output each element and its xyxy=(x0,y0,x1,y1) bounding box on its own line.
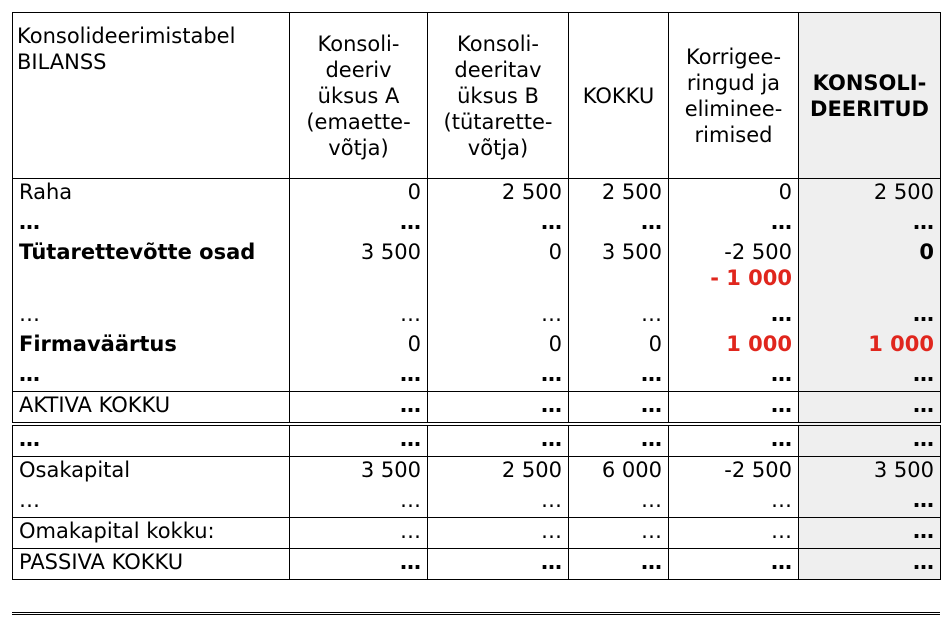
bottom-double-rule xyxy=(12,612,940,615)
header-line: DEERITUD xyxy=(810,96,929,121)
cell-kons: … xyxy=(799,209,941,239)
header-line: BILANSS xyxy=(17,50,107,74)
header-line: Korrigee- xyxy=(685,44,782,69)
row-label: Tütarettevõtte osad xyxy=(13,239,290,301)
cell-kons: 0 xyxy=(799,239,941,301)
header-line: deeritav xyxy=(454,57,542,82)
header-line: deeriv xyxy=(325,57,392,82)
cell-a: 3 500 xyxy=(290,239,428,301)
cell-b: 2 500 xyxy=(428,179,569,210)
header-row xyxy=(13,13,941,179)
cell-b: … xyxy=(428,361,569,392)
row-label: Omakapital kokku: xyxy=(13,518,290,549)
cell-a: … xyxy=(290,361,428,392)
header-unit-a xyxy=(290,13,428,179)
cell-kons: … xyxy=(799,361,941,392)
table-row xyxy=(13,179,941,210)
cell-a: 0 xyxy=(290,179,428,210)
cell-korr: … xyxy=(669,518,799,549)
header-line: KOKKU xyxy=(582,83,655,108)
cell-korr: -2 500 xyxy=(669,457,799,488)
table-row xyxy=(13,361,941,392)
cell-korr: … xyxy=(669,392,799,425)
header-line: KONSOLI- xyxy=(812,70,927,95)
cell-korr: … xyxy=(669,361,799,392)
cell-kokku: … xyxy=(569,301,669,331)
cell-kokku: 3 500 xyxy=(569,239,669,301)
cell-korr-line2: - 1 000 xyxy=(710,266,792,290)
cell-kons: 2 500 xyxy=(799,179,941,210)
table-row xyxy=(13,457,941,488)
header-line: (tütarette- xyxy=(443,109,553,134)
header-consolidated xyxy=(799,13,941,179)
cell-korr: … xyxy=(669,549,799,580)
cell-korr: … xyxy=(669,209,799,239)
header-line: elimineе- xyxy=(684,96,783,121)
cell-a: … xyxy=(290,487,428,518)
cell-korr xyxy=(669,239,799,301)
header-line: võtja) xyxy=(467,135,529,160)
cell-kokku: … xyxy=(569,392,669,425)
header-line: üksus A xyxy=(317,83,400,108)
cell-kons: … xyxy=(799,549,941,580)
cell-a: 3 500 xyxy=(290,457,428,488)
cell-kokku: … xyxy=(569,424,669,457)
row-label: … xyxy=(13,301,290,331)
cell-korr: … xyxy=(669,301,799,331)
row-label: … xyxy=(13,424,290,457)
cell-a: … xyxy=(290,424,428,457)
header-line: (emaette- xyxy=(306,109,411,134)
cell-a: … xyxy=(290,549,428,580)
cell-kons: … xyxy=(799,424,941,457)
table-row xyxy=(13,487,941,518)
row-label: … xyxy=(13,209,290,239)
cell-a: … xyxy=(290,518,428,549)
table-row xyxy=(13,209,941,239)
cell-kokku: 2 500 xyxy=(569,179,669,210)
header-line: ringud ja xyxy=(686,70,781,95)
cell-a: 0 xyxy=(290,331,428,361)
cell-b: 0 xyxy=(428,331,569,361)
table-row xyxy=(13,424,941,457)
header-line: üksus B xyxy=(457,83,539,108)
cell-b: … xyxy=(428,209,569,239)
cell-b: 0 xyxy=(428,239,569,301)
header-line: Konsoli- xyxy=(457,31,539,56)
cell-a: … xyxy=(290,209,428,239)
cell-kokku: 0 xyxy=(569,331,669,361)
cell-kons: 1 000 xyxy=(799,331,941,361)
cell-kokku: … xyxy=(569,549,669,580)
cell-korr-line1: -2 500 xyxy=(724,240,792,264)
cell-kokku: … xyxy=(569,518,669,549)
row-label: PASSIVA KOKKU xyxy=(13,549,290,580)
header-line: Konsoli- xyxy=(317,31,400,56)
cell-kokku: … xyxy=(569,361,669,392)
cell-korr: 0 xyxy=(669,179,799,210)
cell-korr: … xyxy=(669,424,799,457)
row-label: Firmaväärtus xyxy=(13,331,290,361)
header-line: rimised xyxy=(694,122,773,147)
cell-kokku: 6 000 xyxy=(569,457,669,488)
cell-kokku: … xyxy=(569,487,669,518)
header-line: Konsolideerimistabel xyxy=(17,24,236,48)
cell-b: … xyxy=(428,424,569,457)
cell-korr: … xyxy=(669,487,799,518)
cell-kons: … xyxy=(799,487,941,518)
table-row xyxy=(13,301,941,331)
table-row xyxy=(13,239,941,301)
cell-a: … xyxy=(290,392,428,425)
cell-b: … xyxy=(428,549,569,580)
cell-b: 2 500 xyxy=(428,457,569,488)
cell-b: … xyxy=(428,487,569,518)
header-unit-b xyxy=(428,13,569,179)
row-label: … xyxy=(13,361,290,392)
cell-b: … xyxy=(428,392,569,425)
table-row-total xyxy=(13,392,941,425)
cell-b: … xyxy=(428,518,569,549)
cell-kons: … xyxy=(799,392,941,425)
row-label: … xyxy=(13,487,290,518)
cell-a: … xyxy=(290,301,428,331)
row-label: Osakapital xyxy=(13,457,290,488)
cell-kons: … xyxy=(799,518,941,549)
header-table-title xyxy=(13,13,290,179)
header-kokku xyxy=(569,13,669,179)
consolidation-table xyxy=(12,12,941,580)
header-adjustments xyxy=(669,13,799,179)
cell-kons: … xyxy=(799,301,941,331)
cell-kokku: … xyxy=(569,209,669,239)
cell-kons: 3 500 xyxy=(799,457,941,488)
cell-b: … xyxy=(428,301,569,331)
header-line: võtja) xyxy=(328,135,389,160)
table-row-total xyxy=(13,549,941,580)
row-label: AKTIVA KOKKU xyxy=(13,392,290,425)
table-row xyxy=(13,331,941,361)
table-row xyxy=(13,518,941,549)
cell-korr: 1 000 xyxy=(669,331,799,361)
row-label: Raha xyxy=(13,179,290,210)
